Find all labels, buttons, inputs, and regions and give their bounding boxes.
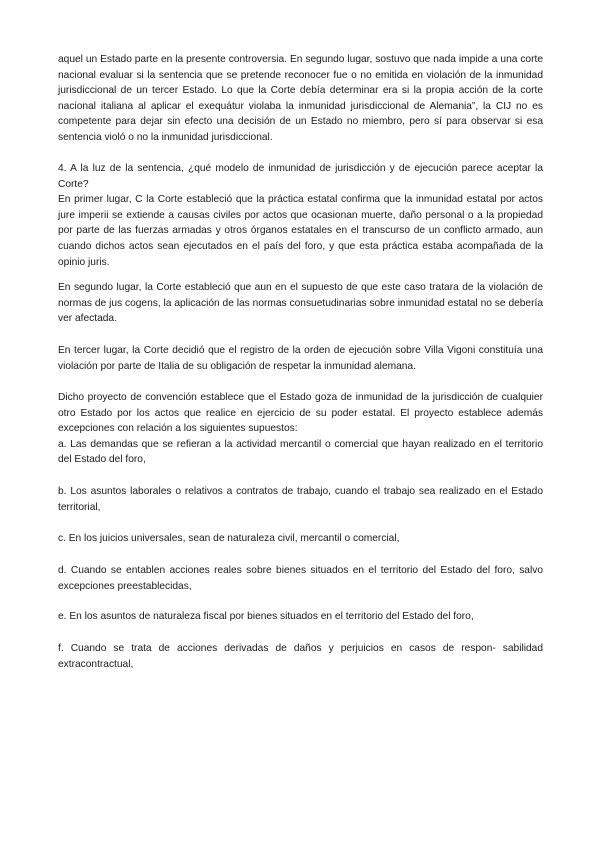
paragraph: aquel un Estado parte en la presente controversia. En segundo lugar, sostuvo que nada impide a una corte nacional evaluar si la sentencia que se pretende reconocer fue o no emitida en violación de la inmunidad jurisdiccional de un tercer Estado. Lo que la Corte debía determinar era si la propia acción de la corte nacional italiana al aplicar el exequátur violaba la inmunidad jurisdiccional de Alemania”, la CIJ no es competente para dejar sin efecto una decisión de un Estado no miembro, pero sí para observar si esa sentencia violó o no la inmunidad jurisdiccional.	[58, 54, 543, 143]
list-item-c-block	[58, 531, 543, 547]
convention-section	[58, 390, 543, 468]
list-item-f: f. Cuando se trata de acciones derivadas de daños y perjuicios en casos de respon- sabilidad extracontractual,	[58, 643, 543, 670]
list-item-f-block	[58, 641, 543, 672]
list-item-d-block	[58, 563, 543, 594]
question-section	[58, 161, 543, 270]
list-item-c: c. En los juicios universales, sean de naturaleza civil, mercantil o comercial,	[58, 533, 400, 544]
list-item-a: a. Las demandas que se refieran a la actividad mercantil o comercial que hayan realizado en el territorio del Estado del foro,	[58, 438, 543, 466]
list-item-b: b. Los asuntos laborales o relativos a contratos de trabajo, cuando el trabajo sea realizado en el Estado territorial,	[58, 486, 543, 513]
paragraph-continuation	[58, 52, 543, 146]
paragraph: En segundo lugar, la Corte estableció que aun en el supuesto de que este caso tratara de la violación de normas de jus cogens, la aplicación de las normas consuetudinarias sobre inmunidad estatal no se debería ver afectada.	[58, 282, 543, 325]
paragraph: Dicho proyecto de convención establece que el Estado goza de inmunidad de la jurisdicción de cualquier otro Estado por los actos que realice en ejercicio de su poder estatal. El proyecto establece además excepciones con relación a los siguientes supuestos:	[58, 392, 543, 435]
paragraph-third-point	[58, 343, 543, 374]
paragraph-second-point	[58, 280, 543, 327]
question-heading: 4. A la luz de la sentencia, ¿qué modelo de inmunidad de jurisdicción y de ejecución parece aceptar la Corte?	[58, 163, 543, 190]
list-item-e: e. En los asuntos de naturaleza fiscal por bienes situados en el territorio del Estado del foro,	[58, 611, 474, 622]
list-item-b-block	[58, 484, 543, 515]
list-item-d: d. Cuando se entablen acciones reales sobre bienes situados en el territorio del Estado del foro, salvo excepciones preestablecidas,	[58, 565, 543, 592]
paragraph: En primer lugar, C la Corte estableció que la práctica estatal confirma que la inmunidad estatal por actos jure imperii se extiende a causas civiles por actos que ocasionan muerte, daño personal o a la propiedad por parte de las fuerzas armadas y otros órganos estatales en el transcurso de un conflicto armado, aun cuando dichos actos sean ejecutados en el país del foro, y que esta práctica estaba acompañada de la opinio juris.	[58, 194, 543, 268]
paragraph: En tercer lugar, la Corte decidió que el registro de la orden de ejecución sobre Villa Vigoni constituía una violación por parte de Italia de su obligación de respetar la inmunidad alemana.	[58, 345, 543, 372]
list-item-e-block	[58, 609, 543, 625]
